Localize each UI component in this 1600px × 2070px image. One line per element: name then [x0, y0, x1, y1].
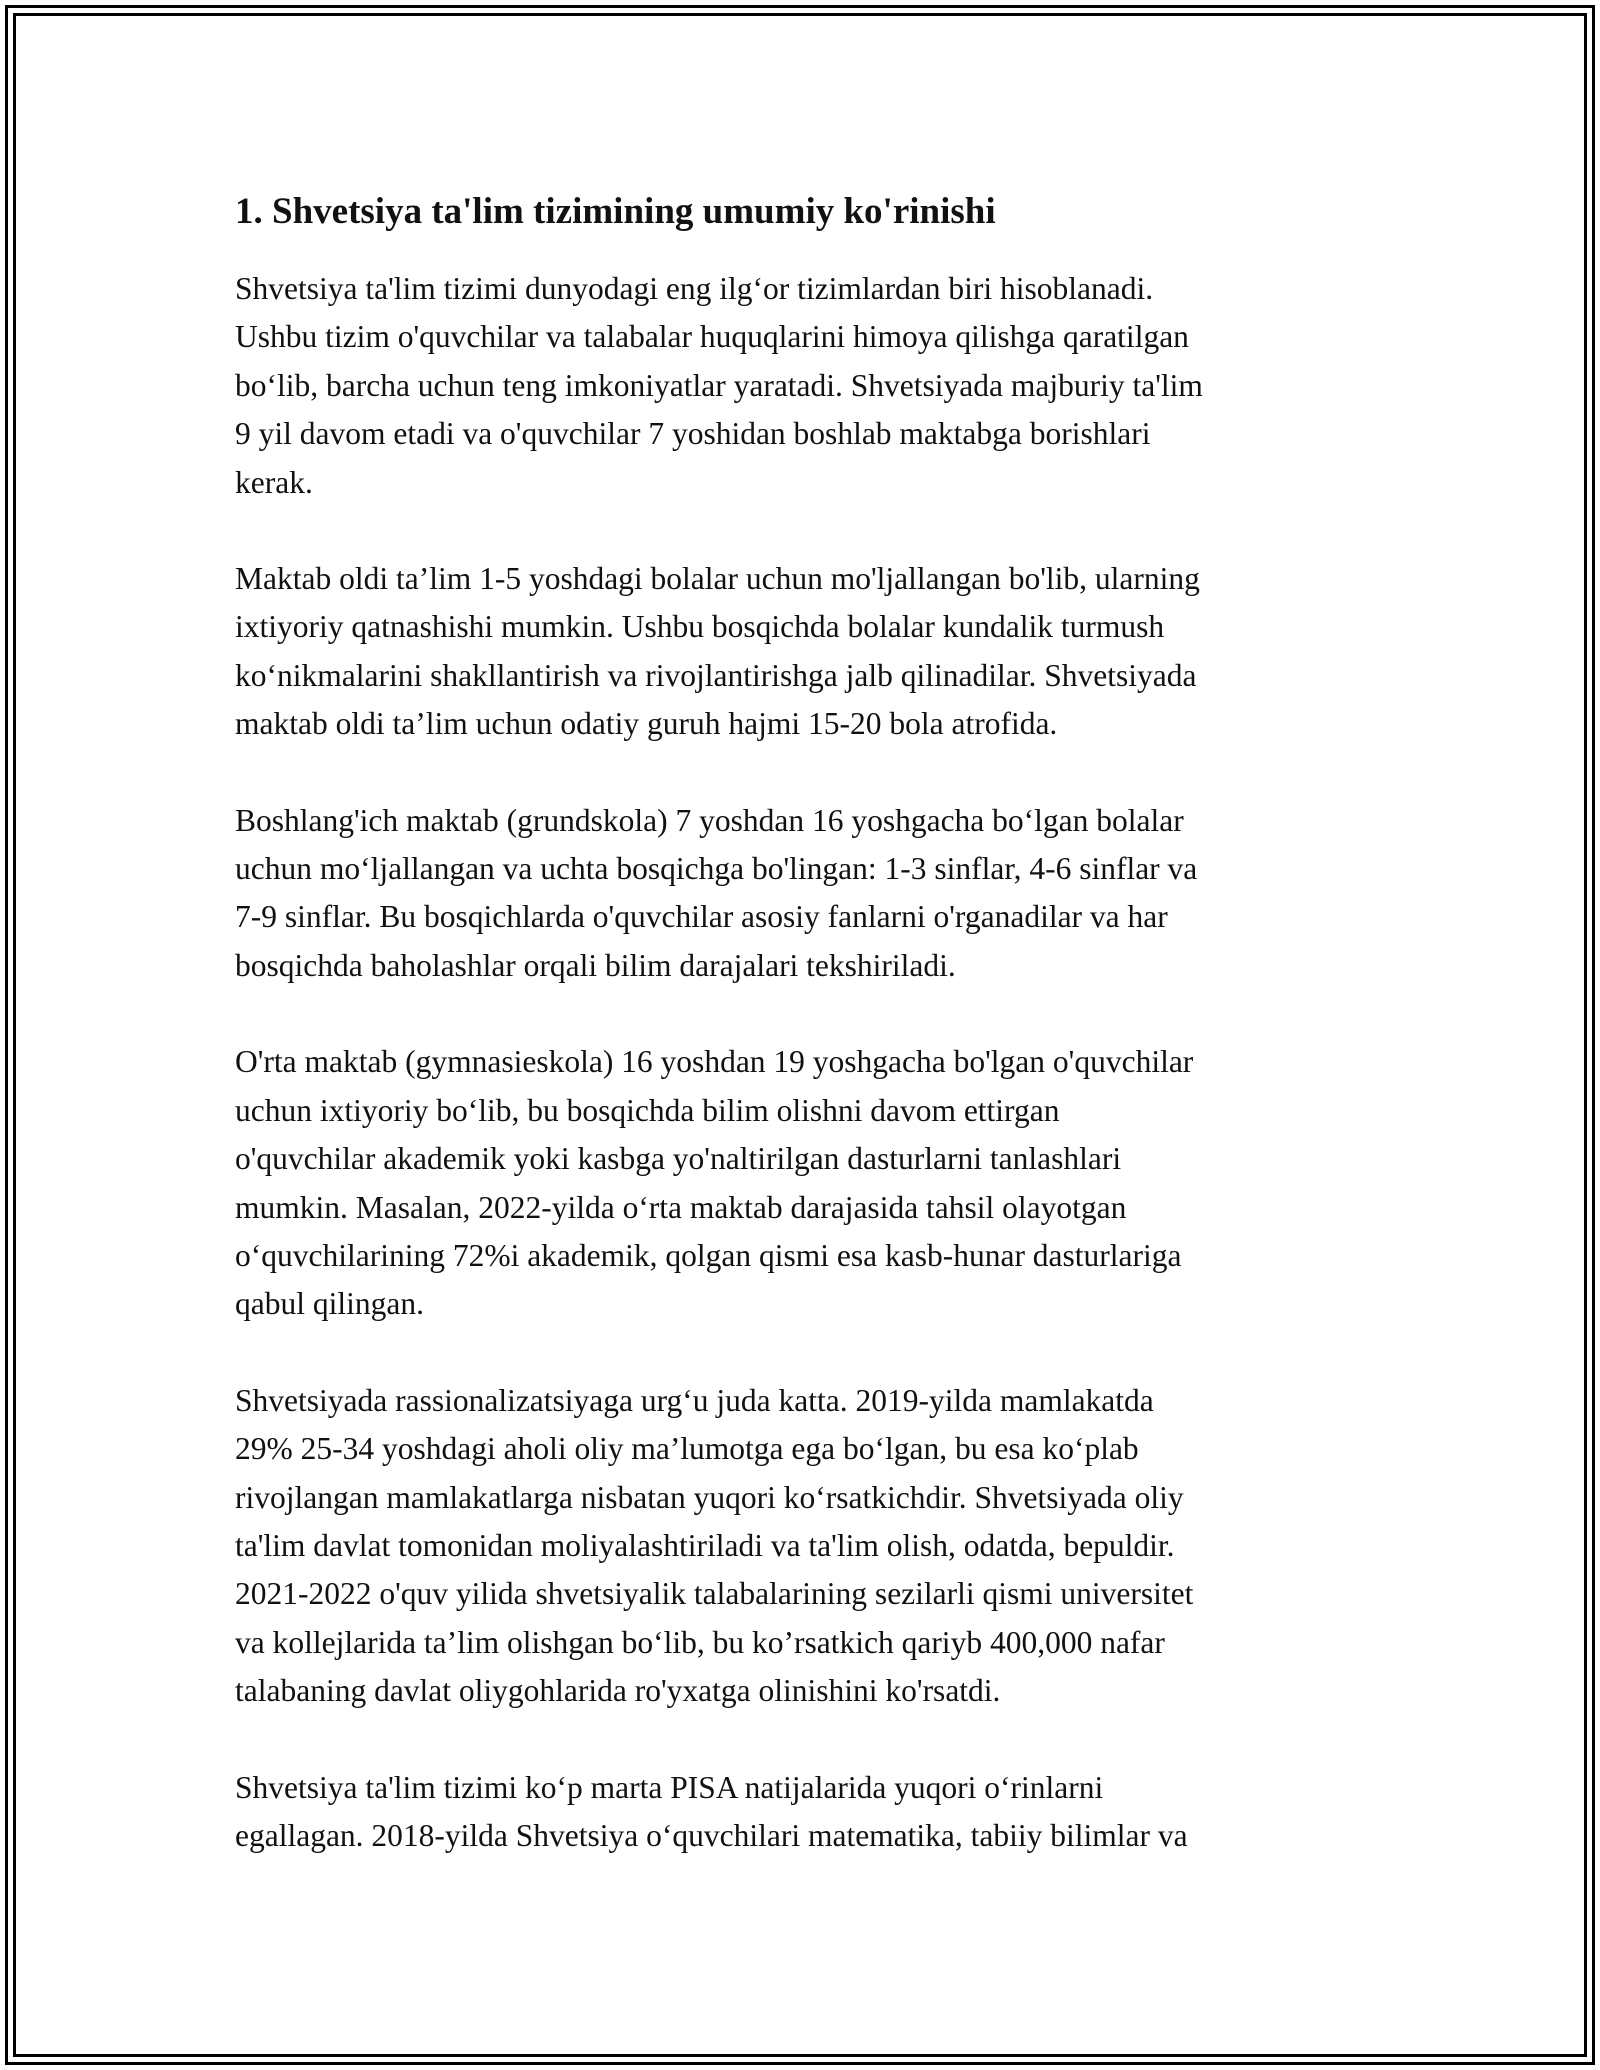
text-line: Shvetsiya ta'lim tizimi ko‘p marta PISA natijalarida yuqori o‘rinlarni	[235, 1769, 1104, 1805]
text-line: Boshlang'ich maktab (grundskola) 7 yoshdan 16 yoshgacha bo‘lgan bolalar	[235, 802, 1184, 838]
text-line: Shvetsiyada rassionalizatsiyaga urg‘u juda katta. 2019-yilda mamlakatda	[235, 1382, 1154, 1418]
text-line: uchun ixtiyoriy bo‘lib, bu bosqichda bilim olishni davom ettirgan	[235, 1092, 1060, 1128]
text-line: maktab oldi ta’lim uchun odatiy guruh hajmi 15-20 bola atrofida.	[235, 706, 1058, 742]
text-line: o‘quvchilarining 72%i akademik, qolgan qismi esa kasb-hunar dasturlariga	[235, 1237, 1182, 1273]
paragraph-primary-school	[235, 797, 1370, 991]
text-line: 29% 25-34 yoshdagi aholi oliy ma’lumotga ega bo‘lgan, bu esa ko‘plab	[235, 1431, 1139, 1467]
document-body	[235, 188, 1370, 1908]
text-line: rivojlangan mamlakatlarga nisbatan yuqori ko‘rsatkichdir. Shvetsiyada oliy	[235, 1479, 1184, 1515]
text-line: ixtiyoriy qatnashishi mumkin. Ushbu bosqichda bolalar kundalik turmush	[235, 609, 1165, 645]
section-heading: 1. Shvetsiya ta'lim tizimining umumiy ko'rinishi	[235, 191, 996, 232]
text-line: bo‘lib, barcha uchun teng imkoniyatlar yaratadi. Shvetsiyada majburiy ta'lim	[235, 367, 1203, 403]
text-line: o'quvchilar akademik yoki kasbga yo'naltirilgan dasturlarni tanlashlari	[235, 1141, 1122, 1177]
text-line: ko‘nikmalarini shakllantirish va rivojlantirishga jalb qilinadilar. Shvetsiyada	[235, 657, 1197, 693]
text-line: talabaning davlat oliygohlarida ro'yxatga olinishini ko'rsatdi.	[235, 1673, 1001, 1709]
text-line: 7-9 sinflar. Bu bosqichlarda o'quvchilar asosiy fanlarni o'rganadilar va har	[235, 899, 1168, 935]
text-line: Maktab oldi ta’lim 1-5 yoshdagi bolalar uchun mo'ljallangan bo'lib, ularning	[235, 561, 1200, 597]
text-line: mumkin. Masalan, 2022-yilda o‘rta maktab darajasida tahsil olayotgan	[235, 1189, 1127, 1225]
text-line: Shvetsiya ta'lim tizimi dunyodagi eng ilg‘or tizimlardan biri hisoblanadi.	[235, 271, 1154, 306]
text-line: O'rta maktab (gymnasieskola) 16 yoshdan 19 yoshgacha bo'lgan o'quvchilar	[235, 1044, 1194, 1080]
text-line: va kollejlarida ta’lim olishgan bo‘lib, bu ko’rsatkich qariyb 400,000 nafar	[235, 1624, 1165, 1660]
text-line: qabul qilingan.	[235, 1286, 424, 1322]
text-line: 2021-2022 o'quv yilida shvetsiyalik talabalarining sezilarli qismi universitet	[235, 1576, 1194, 1612]
paragraph-pisa	[235, 1764, 1370, 1861]
paragraph-overview	[235, 265, 1370, 507]
text-line: egallagan. 2018-yilda Shvetsiya o‘quvchilari matematika, tabiiy bilimlar va	[235, 1817, 1188, 1853]
paragraph-secondary-school	[235, 1038, 1370, 1328]
text-line: Ushbu tizim o'quvchilar va talabalar huquqlarini himoya qilishga qaratilgan	[235, 319, 1189, 355]
text-line: uchun mo‘ljallangan va uchta bosqichga bo'lingan: 1-3 sinflar, 4-6 sinflar va	[235, 851, 1198, 887]
text-line: kerak.	[235, 464, 313, 500]
text-line: bosqichda baholashlar orqali bilim darajalari tekshiriladi.	[235, 947, 956, 983]
paragraph-higher-education	[235, 1377, 1370, 1716]
text-line: 9 yil davom etadi va o'quvchilar 7 yoshidan boshlab maktabga borishlari	[235, 416, 1151, 452]
paragraph-preschool	[235, 555, 1370, 749]
text-line: ta'lim davlat tomonidan moliyalashtiriladi va ta'lim olish, odatda, bepuldir.	[235, 1527, 1175, 1563]
